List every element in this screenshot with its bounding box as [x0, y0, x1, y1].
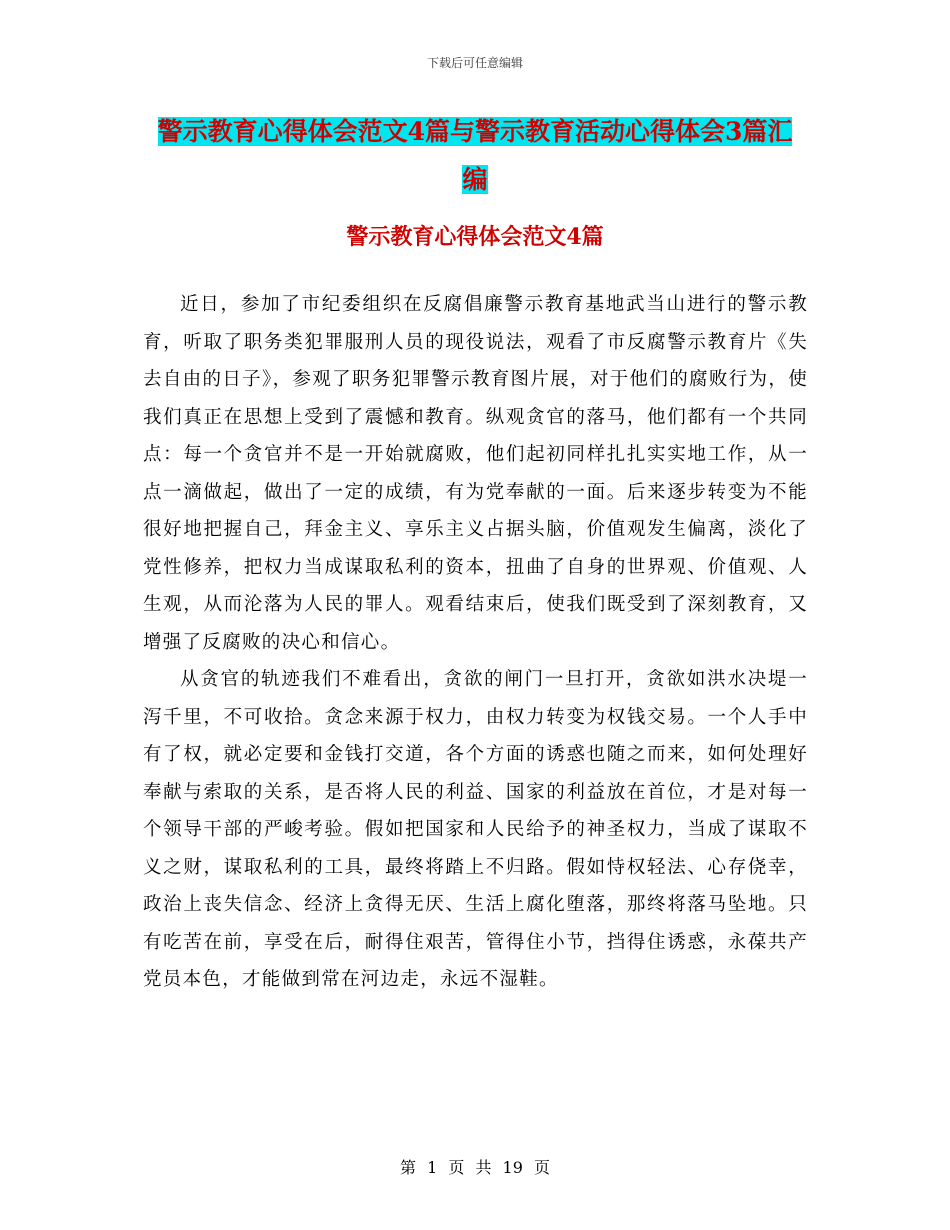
section-title: 警示教育心得体会范文4篇	[346, 224, 604, 250]
header-note: 下载后可任意编辑	[426, 56, 523, 70]
paragraph-1: 近日，参加了市纪委组织在反腐倡廉警示教育基地武当山进行的警示教育，听取了职务类犯罪服刑人员的现役说法，观看了市反腐警示教育片《失去自由的日子》，参观了职务犯罪警示教育图片展，对于他们的腐败行为，使我们真正在思想上受到了震憾和教育。纵观贪官的落马，他们都有一个共同点：每一个贪官并不是一开始就腐败，他们起初同样扎扎实实地工作，从一点一滴做起，做出了一定的成绩，有为党奉献的一面。后来逐步转变为不能很好地把握自己，拜金主义、享乐主义占据头脑，价值观发生偏离，淡化了党性修养，把权力当成谋取私利的资本，扭曲了自身的世界观、价值观、人生观，从而沦落为人民的罪人。观看结束后，使我们既受到了深刻教育，又增强了反腐败的决心和信心。	[143, 294, 808, 653]
document-title	[150, 108, 800, 204]
document-title-text: 警示教育心得体会范文4篇与警示教育活动心得体会3篇汇编	[157, 117, 793, 194]
document-body	[143, 286, 808, 999]
page-footer: 第 1 页 共 19 页	[400, 1158, 550, 1177]
paragraph-2: 从贪官的轨迹我们不难看出，贪欲的闸门一旦打开，贪欲如洪水决堤一泻千里，不可收拾。贪念来源于权力，由权力转变为权钱交易。一个人手中有了权，就必定要和金钱打交道，各个方面的诱惑也随之而来，如何处理好奉献与索取的关系，是否将人民的利益、国家的利益放在首位，才是对每一个领导干部的严峻考验。假如把国家和人民给予的神圣权力，当成了谋取不义之财，谋取私利的工具，最终将踏上不归路。假如恃权轻法、心存侥幸，政治上丧失信念、经济上贪得无厌、生活上腐化堕落，那终将落马坠地。只有吃苦在前，享受在后，耐得住艰苦，管得住小节，挡得住诱惑，永葆共产党员本色，才能做到常在河边走，永远不湿鞋。	[143, 669, 808, 990]
